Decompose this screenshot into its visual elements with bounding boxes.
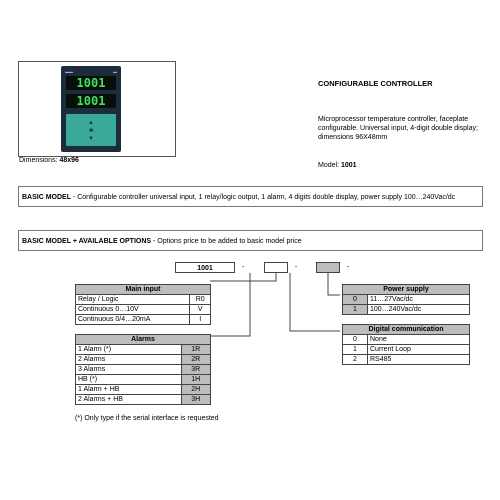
option-code: 1 xyxy=(343,345,368,355)
connector-alarms xyxy=(210,273,250,336)
table-row xyxy=(76,305,211,315)
order-code-base: 1001 xyxy=(175,262,235,273)
option-code: 2R xyxy=(181,355,210,365)
device-brand-mark: ▬▬ xyxy=(65,69,73,74)
basic-model-label: BASIC MODEL xyxy=(22,194,71,201)
table-row xyxy=(76,345,211,355)
table-row xyxy=(76,295,211,305)
digital-communication-table xyxy=(342,324,470,365)
device-display-top: 1001 xyxy=(66,76,116,90)
option-label: Current Loop xyxy=(368,345,470,355)
connector-power-supply xyxy=(328,273,340,295)
table-row xyxy=(76,315,211,325)
option-label: RS485 xyxy=(368,355,470,365)
option-code: 1 xyxy=(343,305,368,315)
table-header: Main input xyxy=(76,285,211,295)
table-row xyxy=(76,375,211,385)
dimensions-value: 48x96 xyxy=(59,157,79,164)
code-separator: - xyxy=(346,264,350,271)
device-display-bottom: 1001 xyxy=(66,94,116,108)
table-header: Alarms xyxy=(76,335,211,345)
option-label: Continuous 0/4…20mA xyxy=(76,315,190,325)
option-label: HB (*) xyxy=(76,375,182,385)
option-label: Continuous 0…10V xyxy=(76,305,190,315)
option-label: Relay / Logic xyxy=(76,295,190,305)
power-supply-table xyxy=(342,284,470,315)
option-code: V xyxy=(190,305,211,315)
table-row xyxy=(76,395,211,405)
model-value: 1001 xyxy=(340,162,357,169)
table-row xyxy=(343,355,470,365)
product-title: CONFIGURABLE CONTROLLER xyxy=(318,79,433,88)
option-code: 2 xyxy=(343,355,368,365)
main-input-table xyxy=(75,284,211,325)
code-separator: - xyxy=(294,264,298,271)
table-row xyxy=(76,355,211,365)
option-code: 1H xyxy=(181,375,210,385)
option-label: 2 Alarms xyxy=(76,355,182,365)
table-row xyxy=(76,385,211,395)
product-description: Microprocessor temperature controller, faceplate configurable. Universal input, 4-digit double display; dimensions 96X48mm xyxy=(318,116,478,141)
square-key-icon: ■ xyxy=(89,128,93,134)
option-code: R0 xyxy=(190,295,211,305)
option-label: 2 Alarms + HB xyxy=(76,395,182,405)
table-row xyxy=(343,295,470,305)
option-label: 3 Alarms xyxy=(76,365,182,375)
option-code: 2H xyxy=(181,385,210,395)
connector-digital-comm xyxy=(290,273,340,331)
table-header: Digital communication xyxy=(343,325,470,335)
connector-main-input xyxy=(210,273,276,281)
option-label: None xyxy=(368,335,470,345)
option-code: 3R xyxy=(181,365,210,375)
basic-model-text: - Configurable controller universal input, 1 relay/logic output, 1 alarm, 4 digits double display, power supply 100…240Vac/dc xyxy=(71,194,456,201)
option-code: 3H xyxy=(181,395,210,405)
table-row xyxy=(343,305,470,315)
alarms-table xyxy=(75,334,211,405)
option-label: 11…27Vac/dc xyxy=(368,295,470,305)
option-label: 1 Alarm + HB xyxy=(76,385,182,395)
options-label: BASIC MODEL + AVAILABLE OPTIONS xyxy=(22,238,152,245)
device-model-mark: ▬ xyxy=(113,69,117,74)
option-code: 0 xyxy=(343,295,368,305)
option-code: 1R xyxy=(181,345,210,355)
table-row xyxy=(343,335,470,345)
up-arrow-icon: ▲ xyxy=(88,120,94,126)
table-header: Power supply xyxy=(343,285,470,295)
options-text: - Options price to be added to basic model price xyxy=(151,238,302,245)
table-row xyxy=(76,365,211,375)
option-label: 1 Alarm (*) xyxy=(76,345,182,355)
down-arrow-icon: ▼ xyxy=(88,136,94,142)
option-code: I xyxy=(190,315,211,325)
option-label: 100…240Vac/dc xyxy=(368,305,470,315)
dimensions-label: Dimensions: xyxy=(19,157,58,164)
table-row xyxy=(343,345,470,355)
model-label: Model: xyxy=(318,162,340,169)
code-separator: - xyxy=(241,264,245,271)
footnote: (*) Only type if the serial interface is requested xyxy=(75,415,219,422)
option-code: 0 xyxy=(343,335,368,345)
